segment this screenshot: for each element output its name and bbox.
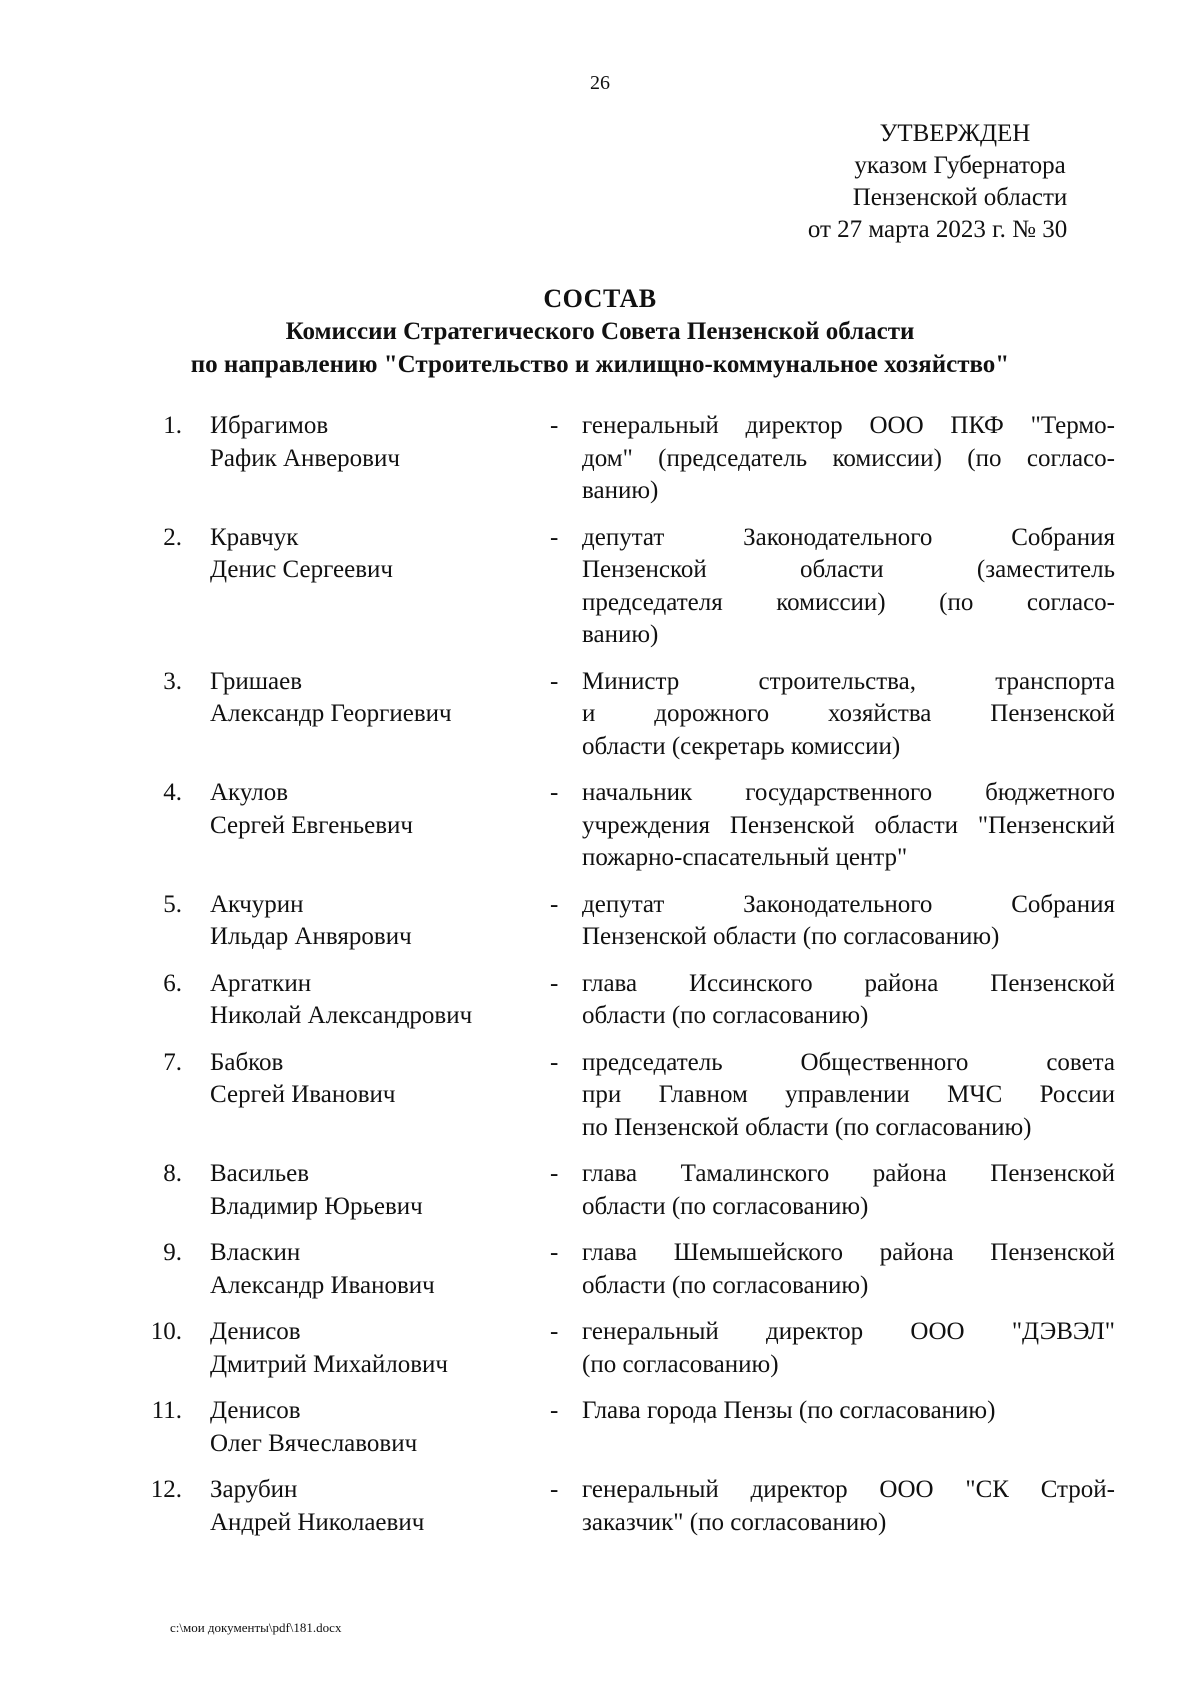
member-role-line: глава Иссинского района Пензенской bbox=[582, 969, 1115, 997]
member-row bbox=[0, 1237, 1200, 1302]
member-given-name: Денис Сергеевич bbox=[210, 556, 394, 583]
member-role-line: председатель Общественного совета bbox=[582, 1048, 1115, 1076]
member-role-line: области (секретарь комиссии) bbox=[582, 732, 901, 760]
heading-title: СОСТАВ bbox=[543, 284, 657, 313]
members-list bbox=[0, 410, 1200, 1553]
member-role bbox=[582, 1316, 1115, 1381]
member-given-name: Дмитрий Михайлович bbox=[210, 1350, 448, 1378]
member-role-line: председателя комиссии) (по согласо- bbox=[582, 588, 1115, 616]
member-role-line: ванию) bbox=[582, 477, 659, 504]
member-row bbox=[0, 410, 1200, 508]
member-row bbox=[0, 666, 1200, 764]
member-dash: - bbox=[550, 890, 559, 918]
member-number: 12. bbox=[150, 1476, 182, 1503]
member-surname: Акулов bbox=[210, 779, 289, 806]
member-number: 4. bbox=[163, 779, 182, 806]
member-dash: - bbox=[550, 523, 559, 551]
member-role bbox=[582, 1237, 1115, 1302]
member-number: 6. bbox=[163, 969, 182, 997]
member-role-line: депутат Законодательного Собрания bbox=[582, 523, 1115, 551]
approval-decree: указом Губернатора bbox=[854, 152, 1066, 179]
member-role-line: Пензенской области (заместитель bbox=[582, 556, 1115, 583]
member-surname: Акчурин bbox=[210, 890, 304, 918]
member-role-line: учреждения Пензенской области "Пензенский bbox=[582, 811, 1115, 839]
member-role-line: заказчик" (по согласованию) bbox=[582, 1508, 887, 1536]
member-row bbox=[0, 968, 1200, 1033]
member-surname: Кравчук bbox=[210, 523, 299, 551]
member-role-line: области (по согласованию) bbox=[582, 1002, 869, 1029]
member-dash: - bbox=[550, 1397, 559, 1424]
member-name bbox=[210, 1316, 550, 1381]
member-role bbox=[582, 1395, 1115, 1460]
member-role-line: Министр строительства, транспорта bbox=[582, 667, 1115, 695]
member-name bbox=[210, 1395, 550, 1460]
document-heading bbox=[100, 282, 1100, 381]
member-role bbox=[582, 968, 1115, 1033]
heading-direction: по направлению "Строительство и жилищно-коммунальное хозяйство" bbox=[190, 351, 1010, 378]
member-name bbox=[210, 410, 550, 508]
member-dash: - bbox=[550, 1048, 559, 1076]
member-dash: - bbox=[550, 667, 559, 695]
member-number: 8. bbox=[163, 1160, 182, 1187]
member-role bbox=[582, 1047, 1115, 1145]
member-role-line: по Пензенской области (по согласованию) bbox=[582, 1113, 1032, 1141]
member-dash: - bbox=[550, 1318, 559, 1345]
member-surname: Ибрагимов bbox=[210, 412, 329, 439]
member-number: 9. bbox=[163, 1239, 182, 1266]
member-role-line: области (по согласованию) bbox=[582, 1271, 869, 1299]
member-name bbox=[210, 1474, 550, 1539]
member-role bbox=[582, 1158, 1115, 1223]
heading-commission: Комиссии Стратегического Совета Пензенской области bbox=[285, 318, 915, 345]
member-number: 7. bbox=[163, 1048, 182, 1076]
member-role-line: Глава города Пензы (по согласованию) bbox=[582, 1397, 996, 1424]
member-role-line: (по согласованию) bbox=[582, 1350, 779, 1378]
member-role bbox=[582, 1474, 1115, 1539]
member-role-line: пожарно-спасательный центр" bbox=[582, 844, 908, 871]
member-given-name: Владимир Юрьевич bbox=[210, 1192, 423, 1220]
member-role-line: глава Тамалинского района Пензенской bbox=[582, 1160, 1115, 1187]
member-role bbox=[582, 889, 1115, 954]
member-role-line: дом" (председатель комиссии) (по согласо- bbox=[582, 444, 1115, 472]
member-name bbox=[210, 777, 550, 875]
member-given-name: Александр Георгиевич bbox=[210, 700, 452, 727]
member-dash: - bbox=[550, 969, 559, 997]
approval-date: от 27 марта 2023 г. № 30 bbox=[807, 216, 1068, 243]
file-path-footer: c:\мои документы\pdf\181.docx bbox=[170, 1620, 342, 1635]
member-given-name: Андрей Николаевич bbox=[210, 1508, 425, 1536]
member-role bbox=[582, 522, 1115, 652]
member-name bbox=[210, 1047, 550, 1145]
member-role-line: депутат Законодательного Собрания bbox=[582, 890, 1115, 918]
member-dash: - bbox=[550, 1239, 559, 1266]
member-role bbox=[582, 410, 1115, 508]
member-role-line: Пензенской области (по согласованию) bbox=[582, 923, 1000, 950]
member-given-name: Рафик Анверович bbox=[210, 444, 400, 472]
member-number: 5. bbox=[163, 890, 182, 918]
member-role-line: ванию) bbox=[582, 621, 659, 648]
member-surname: Васильев bbox=[210, 1160, 310, 1187]
member-role-line: области (по согласованию) bbox=[582, 1192, 869, 1220]
member-given-name: Александр Иванович bbox=[210, 1271, 435, 1299]
member-row bbox=[0, 1316, 1200, 1381]
member-number: 3. bbox=[163, 667, 182, 695]
approval-title: УТВЕРЖДЕН bbox=[879, 120, 1031, 147]
member-number: 10. bbox=[150, 1318, 182, 1345]
member-role-line: генеральный директор ООО "ДЭВЭЛ" bbox=[582, 1318, 1115, 1345]
member-dash: - bbox=[550, 779, 559, 806]
member-given-name: Олег Вячеславович bbox=[210, 1429, 418, 1457]
member-surname: Гришаев bbox=[210, 667, 303, 695]
member-row bbox=[0, 1395, 1200, 1460]
member-row bbox=[0, 889, 1200, 954]
member-row bbox=[0, 522, 1200, 652]
page-number: 26 bbox=[590, 72, 610, 94]
member-role-line: начальник государственного бюджетного bbox=[582, 779, 1115, 806]
member-name bbox=[210, 1158, 550, 1223]
approval-region: Пензенской области bbox=[852, 184, 1068, 211]
member-role-line: генеральный директор ООО ПКФ "Термо- bbox=[582, 412, 1115, 439]
approval-block bbox=[780, 118, 1140, 246]
member-number: 2. bbox=[163, 523, 182, 551]
member-row bbox=[0, 1158, 1200, 1223]
member-given-name: Николай Александрович bbox=[210, 1002, 473, 1029]
member-role-line: глава Шемышейского района Пензенской bbox=[582, 1239, 1115, 1266]
member-number: 1. bbox=[163, 412, 182, 439]
member-given-name: Сергей Иванович bbox=[210, 1081, 396, 1108]
member-name bbox=[210, 1237, 550, 1302]
member-surname: Зарубин bbox=[210, 1476, 298, 1503]
member-role-line: генеральный директор ООО "СК Строй- bbox=[582, 1476, 1115, 1503]
member-name bbox=[210, 968, 550, 1033]
member-dash: - bbox=[550, 1476, 559, 1503]
member-surname: Бабков bbox=[210, 1048, 284, 1076]
member-role bbox=[582, 666, 1115, 764]
member-role-line: при Главном управлении МЧС России bbox=[582, 1081, 1115, 1108]
member-surname: Власкин bbox=[210, 1239, 301, 1266]
member-name bbox=[210, 522, 550, 652]
member-dash: - bbox=[550, 1160, 559, 1187]
member-role-line: и дорожного хозяйства Пензенской bbox=[582, 700, 1115, 727]
member-row bbox=[0, 1047, 1200, 1145]
member-role bbox=[582, 777, 1115, 875]
member-surname: Денисов bbox=[210, 1397, 301, 1424]
member-given-name: Сергей Евгеньевич bbox=[210, 811, 413, 839]
member-given-name: Ильдар Анвярович bbox=[210, 923, 412, 950]
member-name bbox=[210, 666, 550, 764]
member-surname: Денисов bbox=[210, 1318, 301, 1345]
member-name bbox=[210, 889, 550, 954]
member-surname: Аргаткин bbox=[210, 969, 312, 997]
member-row bbox=[0, 1474, 1200, 1539]
member-row bbox=[0, 777, 1200, 875]
member-number: 11. bbox=[151, 1397, 182, 1424]
member-dash: - bbox=[550, 412, 559, 439]
